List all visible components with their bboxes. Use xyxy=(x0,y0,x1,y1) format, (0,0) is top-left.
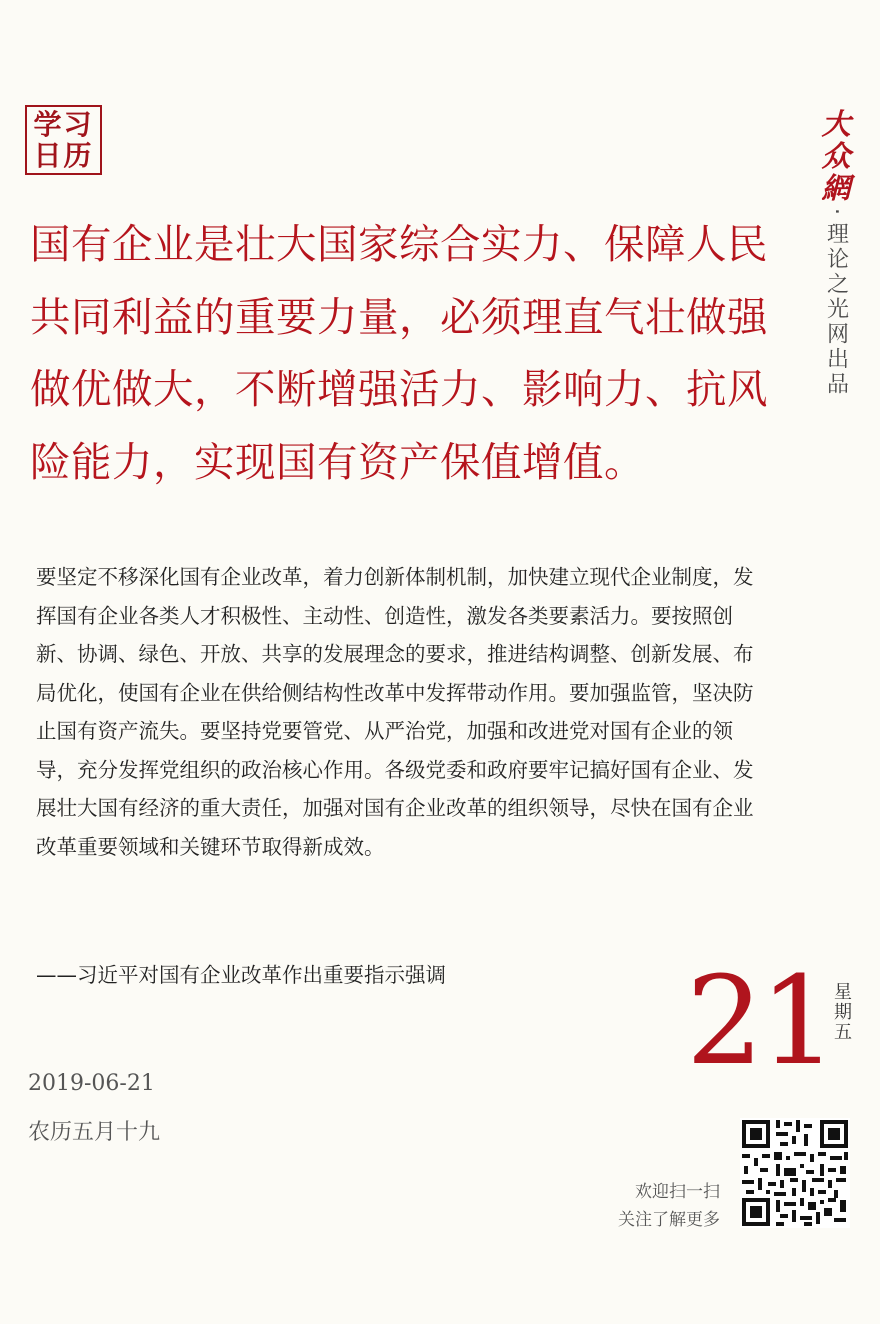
brand-column xyxy=(816,108,856,397)
calendar-date: 2019-06-21 xyxy=(28,1071,155,1096)
scan-prompt-line-2: 关注了解更多 xyxy=(618,1210,720,1230)
headline-quote: 国有企业是壮大国家综合实力、保障人民共同利益的重要力量，必须理直气壮做强做优做大，不断增强活力、影响力、抗风险能力，实现国有资产保值增值。 xyxy=(30,220,768,486)
scan-prompt xyxy=(608,1178,720,1234)
badge-line-2: 日历 xyxy=(33,139,94,172)
calendar-day-number: 21 xyxy=(686,950,834,1092)
brand-logo-char-1: 大 xyxy=(821,107,851,141)
brand-dot: · xyxy=(823,208,849,218)
study-calendar-badge xyxy=(25,105,102,175)
badge-line-1: 学习 xyxy=(33,108,94,141)
scan-prompt-line-1: 欢迎扫一扫 xyxy=(635,1182,720,1202)
attribution-line: ——习近平对国有企业改革作出重要指示强调 xyxy=(36,963,446,987)
qr-code-icon[interactable] xyxy=(740,1118,850,1228)
brand-logo-char-2: 众 xyxy=(821,139,851,173)
brand-logo-char-3: 網 xyxy=(821,171,851,205)
calendar-weekday: 星期五 xyxy=(831,982,852,1042)
brand-byline: 理论之光网出品 xyxy=(823,222,849,397)
calendar-lunar-date: 农历五月十九 xyxy=(28,1120,161,1145)
body-paragraph: 要坚定不移深化国有企业改革，着力创新体制机制，加快建立现代企业制度，发挥国有企业各类人才积极性、主动性、创造性，激发各类要素活力。要按照创新、协调、绿色、开放、共享的发展理念的要求，推进结构调整、创新发展、布局优化，使国有企业在供给侧结构性改革中发挥带动作用。要加强监管，坚决防止国有资产流失。要坚持党要管党、从严治党，加强和改进党对国有企业的领导，充分发挥党组织的政治核心作用。各级党委和政府要牢记搞好国有企业、发展壮大国有经济的重大责任，加强对国有企业改革的组织领导，尽快在国有企业改革重要领域和关键环节取得新成效。 xyxy=(36,565,754,859)
